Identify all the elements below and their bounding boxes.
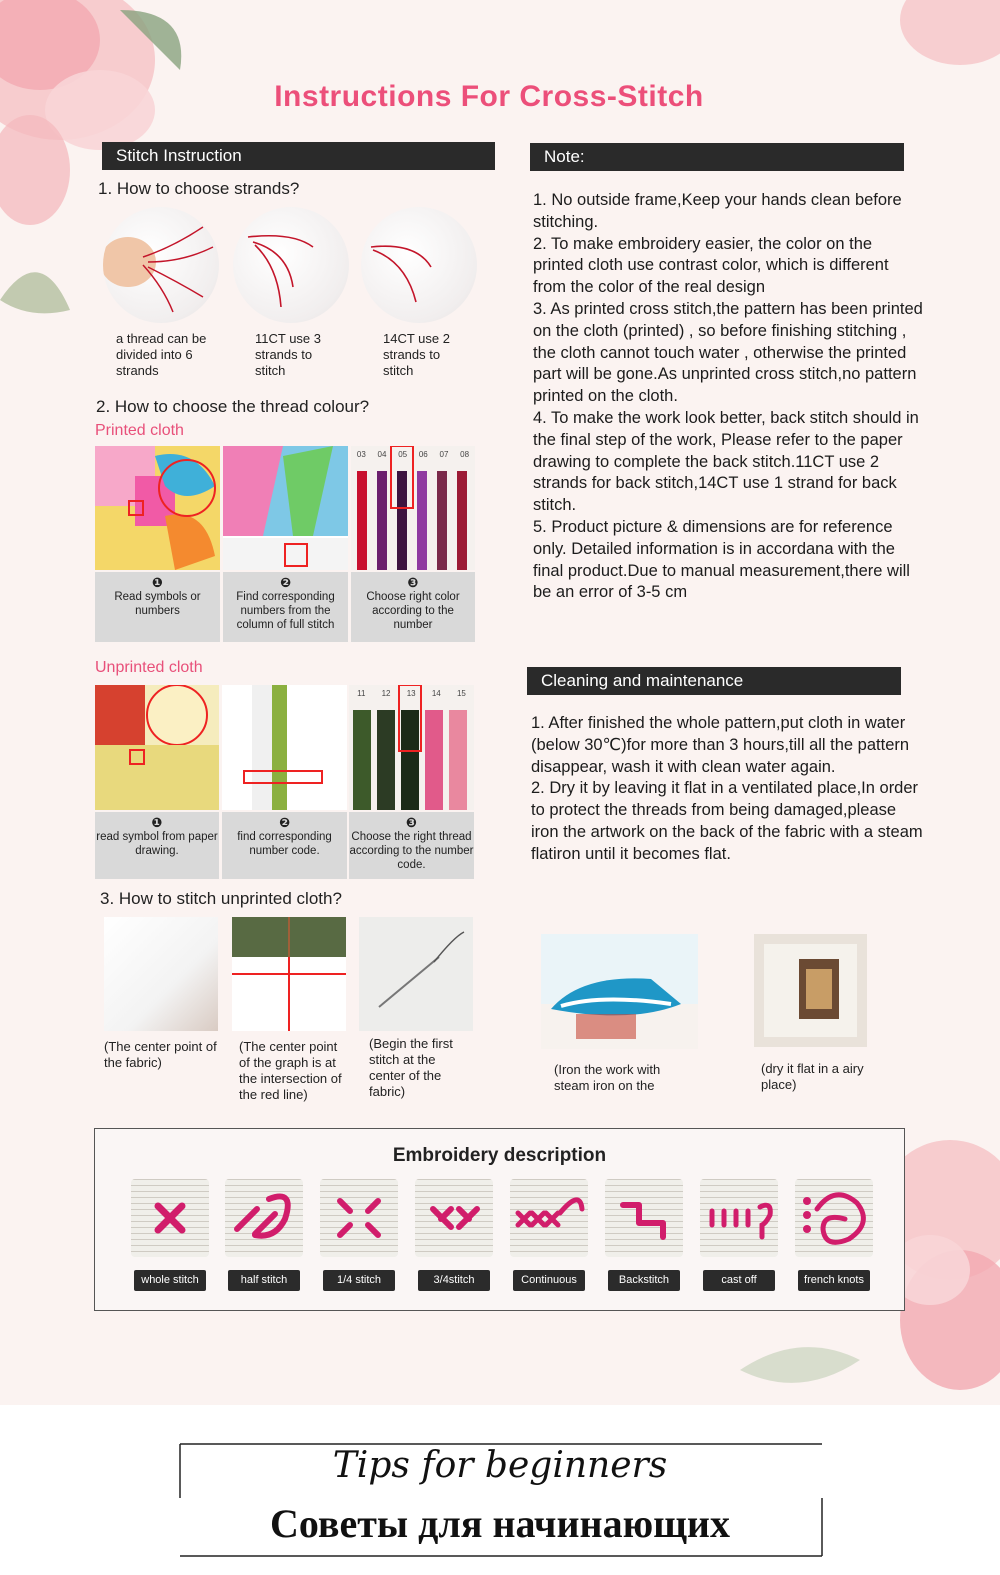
note-item: 4. To make the work look better, back stitch should in the final step of the work, Please refer to the paper drawing to complete the back stitch.11CT use 2 strands for back stitch,14CT use 1 strand for back stitch. xyxy=(533,408,919,515)
backstitch-icon xyxy=(605,1179,683,1257)
printed-step-caption-2 xyxy=(223,572,348,642)
question-unprinted-stitch: 3. How to stitch unprinted cloth? xyxy=(100,889,342,908)
note-header: Note: xyxy=(530,143,904,171)
strands-photo-3 xyxy=(361,207,477,323)
stitch-label-french-knots: french knots xyxy=(798,1270,870,1291)
dry-caption: (dry it flat in a airy place) xyxy=(761,1061,864,1092)
continuous-stitch-icon xyxy=(510,1179,588,1257)
question-strands: 1. How to choose strands? xyxy=(98,179,300,198)
step-number: ❷ xyxy=(278,815,290,830)
stitch-label-quarter: 1/4 stitch xyxy=(323,1270,395,1291)
stitch-label-cast-off: cast off xyxy=(703,1270,775,1291)
thread-number: 04 xyxy=(377,450,387,459)
stitch-label-whole: whole stitch xyxy=(134,1270,206,1291)
strand-caption-2: 11CT use 3 strands to stitch xyxy=(255,331,322,378)
french-knots-icon xyxy=(795,1179,873,1257)
iron-caption: (Iron the work with steam iron on the xyxy=(554,1062,661,1093)
unprinted-step-image-2 xyxy=(222,685,347,810)
cleaning-item: 2. Dry it by leaving it flat in a ventilated place,In order to protect the threads from being damaged,please iron the artwork on the back of the fabric with a steam flatiron until it becomes flat. xyxy=(531,779,923,863)
stitch-caption-2: (The center point of the graph is at the intersection of the red line) xyxy=(239,1039,342,1102)
cleaning-list xyxy=(531,713,923,866)
fabric-center-photo xyxy=(104,917,218,1031)
whole-stitch-icon xyxy=(131,1179,209,1257)
strand-caption-3: 14CT use 2 strands to stitch xyxy=(383,331,450,378)
unprinted-step-caption-1 xyxy=(95,812,219,879)
printed-step-image-1 xyxy=(95,446,220,570)
stitch-label-three-quarter: 3/4stitch xyxy=(418,1270,490,1291)
stitch-instruction-header: Stitch Instruction xyxy=(102,142,495,170)
step-text: read symbol from paper drawing. xyxy=(96,831,218,857)
stitch-label-backstitch: Backstitch xyxy=(608,1270,680,1291)
step-number: ❷ xyxy=(279,575,291,590)
leaf-decoration-bottom xyxy=(740,1330,860,1405)
half-stitch-icon xyxy=(225,1179,303,1257)
note-item: 2. To make embroidery easier, the color on the printed cloth use contrast color, which is different from the color of the real design xyxy=(533,234,889,297)
printed-step-caption-1 xyxy=(95,572,220,642)
page-title: Instructions For Cross-Stitch xyxy=(274,80,704,113)
step-text: Find corresponding numbers from the column of full stitch xyxy=(236,591,335,631)
thread-number: 05 xyxy=(398,450,408,459)
first-stitch-photo xyxy=(359,917,473,1031)
stitch-caption-1: (The center point of the fabric) xyxy=(104,1039,217,1070)
strand-caption-1: a thread can be divided into 6 strands xyxy=(116,331,207,378)
printed-step-image-3 xyxy=(351,446,475,570)
step-number: ❸ xyxy=(407,575,419,590)
thread-number: 08 xyxy=(460,450,470,459)
three-quarter-stitch-icon xyxy=(415,1179,493,1257)
thread-number: 13 xyxy=(406,689,416,698)
note-item: 3. As printed cross stitch,the pattern has been printed on the cloth (printed) , so before finishing stitching , the cloth cannot touch water , otherwise the printed part will be gone.As unprinted cross stitch,no pattern printed on the cloth. xyxy=(533,299,923,406)
thread-number: 12 xyxy=(381,689,391,698)
thread-number: 14 xyxy=(431,689,441,698)
graph-center-photo xyxy=(232,917,346,1031)
tips-title-russian: Советы для начинающих xyxy=(270,1501,730,1546)
note-item: 1. No outside frame,Keep your hands clean before stitching. xyxy=(533,191,902,231)
strands-photo-2 xyxy=(233,207,349,323)
unprinted-step-caption-3 xyxy=(349,812,474,879)
printed-cloth-label: Printed cloth xyxy=(95,422,184,439)
quarter-stitch-icon xyxy=(320,1179,398,1257)
step-number: ❶ xyxy=(151,575,163,590)
step-number: ❶ xyxy=(151,815,163,830)
unprinted-step-image-1 xyxy=(95,685,219,810)
note-list xyxy=(533,190,925,604)
thread-number: 06 xyxy=(418,450,428,459)
thread-number: 03 xyxy=(356,450,366,459)
stitch-caption-3: (Begin the first stitch at the center of the fabric) xyxy=(369,1036,453,1099)
unprinted-cloth-label: Unprinted cloth xyxy=(95,659,203,676)
cleaning-header: Cleaning and maintenance xyxy=(527,667,901,695)
unprinted-step-caption-2 xyxy=(222,812,347,879)
stitch-label-continuous: Continuous xyxy=(513,1270,585,1291)
step-text: find corresponding number code. xyxy=(237,831,332,857)
cast-off-icon xyxy=(700,1179,778,1257)
printed-step-caption-3 xyxy=(351,572,475,642)
embroidery-description-panel xyxy=(94,1128,905,1311)
step-text: Choose right color according to the number xyxy=(366,591,460,631)
thread-number: 07 xyxy=(439,450,449,459)
strands-photo-1 xyxy=(103,207,219,323)
unprinted-step-image-3 xyxy=(349,685,474,810)
printed-step-image-2 xyxy=(223,446,348,570)
embroidery-title: Embroidery description xyxy=(392,1145,607,1166)
thread-number: 15 xyxy=(456,689,466,698)
cleaning-item: 1. After finished the whole pattern,put cloth in water (below 30℃)for more than 3 hours,till all the pattern disappear, wash it with clean water again. xyxy=(531,714,910,776)
flower-decoration-top-right xyxy=(880,0,1000,90)
stitch-label-half: half stitch xyxy=(228,1270,300,1291)
question-thread-colour: 2. How to choose the thread colour? xyxy=(96,397,370,416)
tips-title-english: Tips for beginners xyxy=(332,1445,668,1486)
thread-number: 11 xyxy=(357,689,366,698)
step-text: Read symbols or numbers xyxy=(114,591,201,617)
step-number: ❸ xyxy=(405,815,417,830)
note-item: 5. Product picture & dimensions are for reference only. Detailed information is in accordana with the final product.Due to manual measurement,there will be an error of 3-5 cm xyxy=(533,517,910,602)
dry-flat-photo xyxy=(754,934,867,1047)
step-text: Choose the right thread according to the number code. xyxy=(349,831,474,871)
iron-photo xyxy=(541,934,698,1049)
